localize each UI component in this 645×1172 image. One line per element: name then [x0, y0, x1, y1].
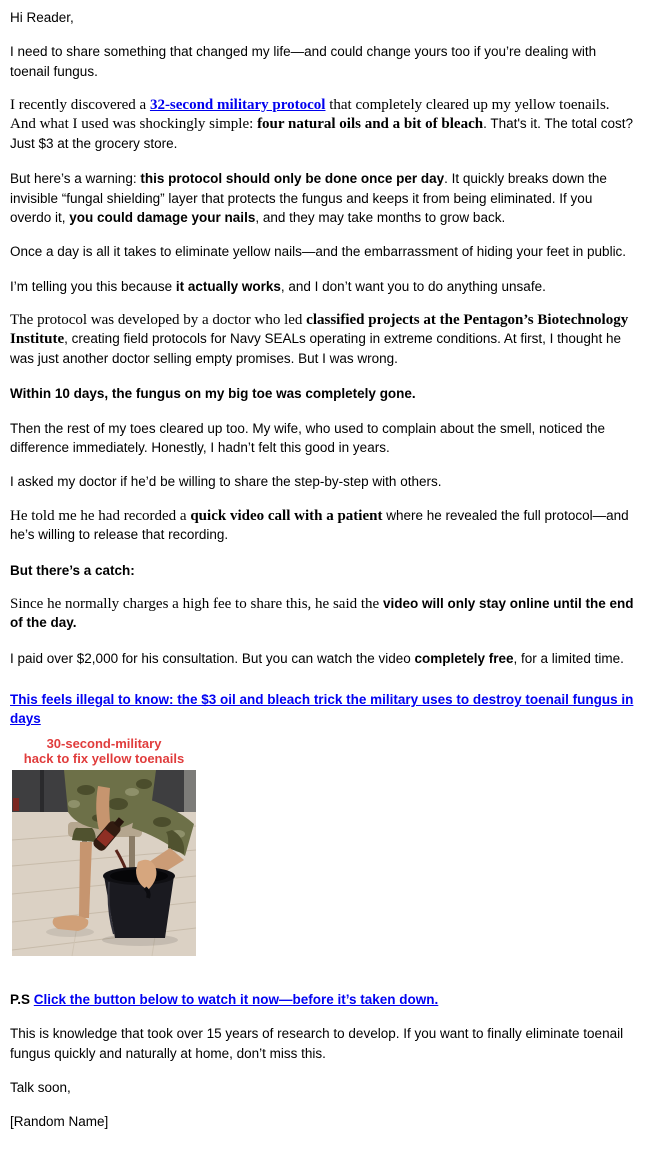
once-a-day-paragraph: Once a day is all it takes to eliminate yellow nails—and the embarrassment of hiding your feet in public.	[10, 244, 627, 260]
thumbnail-caption-line2: hack to fix yellow toenails	[23, 751, 185, 767]
text-run: The protocol was developed by a doctor who led	[10, 311, 307, 328]
asked-doctor-paragraph: I asked my doctor if he’d be willing to share the step-by-step with others.	[10, 474, 442, 490]
video-thumbnail[interactable]	[12, 733, 196, 956]
text-run-bold: four natural oils and a bit of bleach	[257, 116, 484, 133]
thumbnail-photo	[12, 770, 196, 956]
text-run: He told me he had recorded a	[10, 507, 191, 524]
doctor-paragraph	[10, 311, 635, 370]
cta-paragraph	[10, 690, 635, 729]
text-run-bold: it actually works	[175, 278, 281, 294]
photo-wall-panel-line	[40, 770, 44, 812]
text-run-bold: this protocol should only be done once per day	[140, 171, 445, 187]
greeting-paragraph: Hi Reader,	[10, 10, 74, 25]
catch-paragraph	[10, 561, 635, 580]
discovery-paragraph	[10, 96, 635, 155]
text-run-bold: Within 10 days, the fungus on my big toe was completely gone.	[10, 386, 416, 402]
text-run: that completely cleared up my yellow toenails. And what I used was shockingly simple:	[10, 96, 610, 133]
text-run-bold: classified projects at the Pentagon’s Biotechnology Institute	[10, 311, 629, 348]
text-run: , creating field protocols for Navy SEALs operating in extreme conditions. At first, I thought he was just another doctor selling empty promises. But I was wrong.	[10, 331, 621, 366]
within-10-days-paragraph	[10, 384, 635, 403]
ps-watch-link[interactable]: Click the button below to watch it now—before it’s taken down.	[33, 991, 439, 1007]
text-run: But here’s a warning:	[10, 171, 141, 187]
ps-label: P.S	[10, 991, 34, 1007]
text-run: Since he normally charges a high fee to share this, he said the	[10, 595, 383, 612]
photo-red-object	[13, 798, 19, 811]
text-run-bold: quick video call with a patient	[190, 507, 383, 524]
text-run: . That's it. The total cost? Just $3 at the grocery store.	[10, 116, 633, 151]
thumbnail-caption	[12, 733, 196, 770]
signoff-paragraph: Talk soon,	[10, 1079, 71, 1095]
thumbnail-caption-line1: 30-second-military	[46, 735, 162, 751]
signature-paragraph: [Random Name]	[10, 1114, 109, 1130]
warning-paragraph	[10, 169, 635, 227]
text-run: I recently discovered a	[10, 96, 150, 113]
text-run-bold: you could damage your nails	[69, 209, 256, 225]
rest-of-toes-paragraph: Then the rest of my toes cleared up too. My wife, who used to complain about the smell, noticed the difference immediately. Honestly, I hadn’t felt this good in years.	[10, 420, 606, 455]
text-run: , for a limited time.	[513, 650, 624, 666]
text-run-bold: But there’s a catch:	[10, 562, 135, 578]
text-run-bold: completely free	[414, 650, 514, 666]
text-run-bold: video will only stay online until the end of the day.	[10, 595, 634, 631]
knowledge-paragraph: This is knowledge that took over 15 years of research to develop. If you want to finally eliminate toenail fungus quickly and naturally at home, don’t miss this.	[10, 1026, 624, 1061]
telling-paragraph	[10, 277, 635, 296]
text-run: I’m telling you this because	[10, 278, 176, 294]
military-protocol-link[interactable]: 32-second military protocol	[149, 96, 326, 113]
photo-wall-light-strip	[184, 770, 196, 812]
text-run: where he revealed the full protocol—and he’s willing to release that recording.	[10, 507, 629, 543]
video-call-paragraph	[10, 507, 635, 546]
photo-left-foot	[53, 915, 89, 931]
intro-paragraph: I need to share something that changed my life—and could change yours too if you’re dealing with toenail fungus.	[10, 44, 597, 79]
photo-pant-cuff-left	[72, 828, 96, 842]
ps-paragraph	[10, 990, 635, 1009]
text-run: . It quickly breaks down the invisible “fungal shielding” layer that protects the fungus and keeps it from being eliminated. If you overdo it,	[10, 171, 607, 225]
high-fee-paragraph	[10, 595, 635, 634]
paid-paragraph	[10, 649, 635, 668]
watch-video-cta-link[interactable]: This feels illegal to know: the $3 oil and bleach trick the military uses to destroy toenail fungus in days	[10, 692, 634, 727]
text-run: , and they may take months to grow back.	[255, 209, 506, 225]
text-run: , and I don’t want you to do anything unsafe.	[280, 278, 546, 294]
text-run: I paid over $2,000 for his consultation. But you can watch the video	[10, 650, 415, 666]
